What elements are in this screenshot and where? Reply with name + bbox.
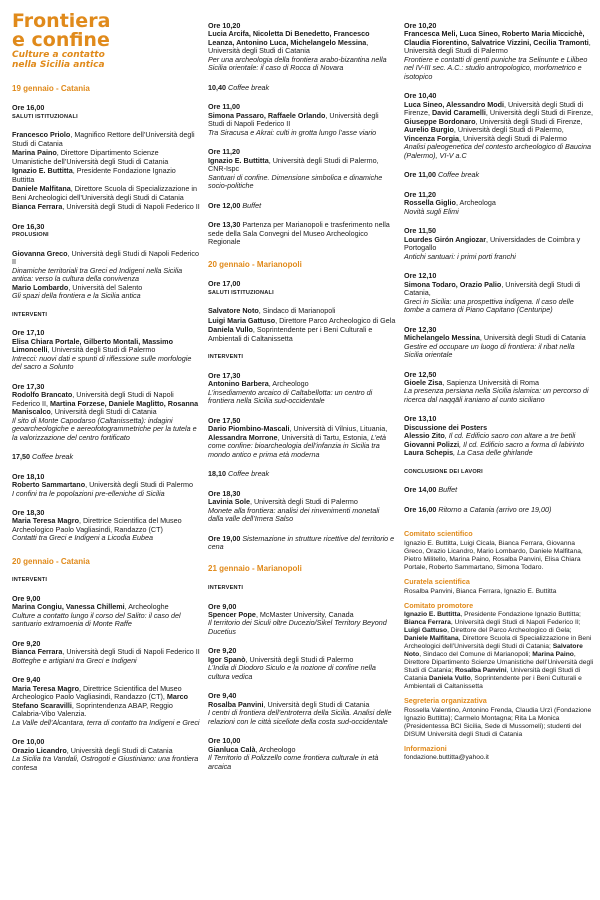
speaker-entry: Giovanna Greco, Università degli Studi di Napoli Federico II xyxy=(12,248,199,267)
block-heading: Segreteria organizzativa xyxy=(404,696,487,706)
speaker-entry: Maria Teresa Magro, Direttrice Scientifica del Museo Archeologico Paolo Vagliasindi, Randazzo (CT), Marco Stefano Scaravilli, Soprintendenza ABAP, Reggio Calabria-Vibo Valenzia. xyxy=(12,683,189,719)
speaker-entry: Luca Sineo, Alessandro Modi, Università degli Studi di Firenze, David Caramelli, Università degli Studi di Firenze, Giuseppe Bordonaro, Università degli Studi di Firenze, Aurelio Burgio, Università degli Studi di Palermo, Vincenza Forgia, Università degli Studi di Palermo xyxy=(404,99,593,143)
slot-time: Ore 12,10 xyxy=(404,271,437,281)
slot-time: Ore 12,50 xyxy=(404,369,437,379)
slot-time: Ore 18,30 xyxy=(208,488,241,498)
program-slot xyxy=(208,372,396,406)
day-heading: 20 gennaio - Marianopoli xyxy=(208,259,302,269)
slot-time: Ore 16,00 xyxy=(12,103,45,113)
program-slot xyxy=(404,191,594,216)
talk-title: I confini tra le popolazioni pre-elleniche di Sicilia xyxy=(12,488,165,498)
event-subtitle: Culture a contatto nella Sicilia antica xyxy=(12,50,105,70)
slot-time: Ore 9,40 xyxy=(208,691,237,701)
program-slot xyxy=(404,92,594,160)
speaker-entry: Gianluca Calà, Archeologo xyxy=(208,744,296,754)
talk-title: Frontiere e contatti di genti puniche tra Selinunte e Lilibeo nel IV-III sec. A.C.: studio antropologico, morfometrico e isotopico xyxy=(404,54,588,81)
speaker-entry: Spencer Pope, McMaster University, Canada xyxy=(208,610,354,619)
slot-description: Sistemazione in strutture ricettive del territorio e cena xyxy=(208,533,395,551)
program-slot xyxy=(208,490,396,524)
section-label: INTERVENTI xyxy=(208,584,244,591)
program-slot xyxy=(208,603,396,637)
day-heading: 19 gennaio - Catania xyxy=(12,83,90,93)
slot-description: Buffet xyxy=(438,485,458,495)
slot-time: Ore 11,00 xyxy=(208,102,240,112)
speaker-entry: Lavinia Sole, Università degli Studi di Palermo xyxy=(208,497,358,507)
talk-title: Gestire ed occupare un luogo di frontiera: il ribat nella Sicilia orientale xyxy=(404,341,575,360)
section-label: INTERVENTI xyxy=(12,577,48,584)
talk-title: La Sicilia tra Vandali, Ostrogoti e Giustiniano: una frontiera contesa xyxy=(12,754,199,772)
speaker-entry: Daniela Vullo, Soprintendente per i Beni Culturali e Ambientali di Caltanissetta xyxy=(208,325,373,343)
slot-time: Ore 16,30 xyxy=(12,221,45,231)
program-slot xyxy=(12,509,200,543)
program-slot xyxy=(208,470,396,478)
slot-time: Ore 10,20 xyxy=(404,21,437,30)
slot-time: Ore 9,00 xyxy=(12,593,41,603)
day-19-catania xyxy=(12,84,200,543)
promoting-committee xyxy=(404,602,594,692)
speaker-entry: Francesco Priolo, Magnifico Rettore dell’Università degli Studi di Catania xyxy=(12,130,195,148)
slot-time: Ore 17,30 xyxy=(12,381,45,391)
talk-title: Novità sugli Elimi xyxy=(404,206,459,216)
speaker-entry: Lucia Arcifa, Nicoletta Di Benedetto, Francesco Leanza, Antonino Luca, Michelangelo Messina, Università degli Studi di Catania xyxy=(208,29,370,56)
talk-title: I centri di frontiera dell’entroterra della Sicilia. Analisi delle relazioni con le città siceliote della costa sud-occidentale xyxy=(208,708,392,726)
slot-description: Ritorno a Catania (arrivo ore 19,00) xyxy=(438,504,552,514)
slot-time: Ore 12,00 xyxy=(208,200,241,210)
slot-description: Coffee break xyxy=(228,469,270,479)
slot-time: Ore 17,00 xyxy=(208,279,241,289)
program-slot xyxy=(12,473,200,498)
speaker-entry: Ignazio E. Buttitta, Presidente Fondazione Ignazio Buttitta xyxy=(12,166,176,184)
program-slot xyxy=(208,221,396,246)
day-heading: 21 gennaio - Marianopoli xyxy=(208,564,302,574)
talk-title: Dinamiche territoriali tra Greci ed Indigeni nella Sicilia antica: verso la cultura della convivenza xyxy=(12,265,183,284)
section-label: INTERVENTI xyxy=(12,311,48,318)
program-slot xyxy=(12,738,200,772)
talk-title: Il sito di Monte Capodarso (Caltanissetta): indagini geoarcheologiche e aereofotogrammetriche per la tutela e la valorizzazione del centro fortificato xyxy=(12,415,197,442)
speaker-entry: Gioele Zisa, Sapienza Università di Roma xyxy=(404,377,540,387)
section-label: SALUTI ISTITUZIONALI xyxy=(12,113,78,120)
slot-time: Ore 10,20 xyxy=(208,21,241,30)
speaker-entry: Dario Piombino-Mascali, Università di Vilnius, Lituania, Alessandra Morrone, Università di Tartu, Estonia, L’età come confine: bioarcheologia dell’infanzia in Sicilia tra mondo antico e prima età moderna xyxy=(208,424,388,459)
slot-time: Ore 10,40 xyxy=(404,91,437,101)
slot-time: Ore 13,30 xyxy=(208,220,241,230)
slot-time: Ore 18,30 xyxy=(12,507,45,517)
program-slot xyxy=(404,371,594,405)
poster-session-heading: Discussione dei Posters xyxy=(404,422,488,432)
slot-time: Ore 11,50 xyxy=(404,226,436,236)
slot-time: 10,40 xyxy=(208,82,226,92)
talk-title: Gli spazi della frontiera e la Sicilia antica xyxy=(12,291,141,301)
day-20-marianopoli xyxy=(208,260,396,552)
slot-time: Ore 10,00 xyxy=(208,736,241,746)
block-text: Ignazio E. Buttitta, Luigi Cicala, Bianca Ferrara, Giovanna Greco, Orazio Licandro, Mario Lombardo, Daniele Malfitana, Pietro Militello, Marina Paino, Rosalba Panvini, Elisa Chiara Portale, Roberto Sammartano, Simona Todaro. xyxy=(404,539,583,571)
program-column-2 xyxy=(208,0,396,782)
program-slot xyxy=(404,506,594,514)
speaker-entry: Bianca Ferrara, Università degli Studi di Napoli Federico II xyxy=(12,202,200,212)
program-slot xyxy=(208,535,396,552)
slot-description: Coffee break xyxy=(437,170,480,180)
slot-time: Ore 17,30 xyxy=(208,370,241,380)
talk-title: L’età come confine: bioarcheologia dell’infanzia in Sicilia tra mondo antico e prima età moderna xyxy=(208,432,387,459)
talk-title: Greci in Sicilia: una prospettiva indigena. Il caso delle tombe a camera di Piano Capitano (Centuripe) xyxy=(404,296,574,315)
speaker-entry: Rossella Giglio, Archeologa xyxy=(404,198,496,208)
slot-time: Ore 9,00 xyxy=(208,601,237,611)
speaker-entry: Salvatore Noto, Sindaco di Marianopoli xyxy=(208,306,336,316)
program-slot xyxy=(404,415,594,457)
section-label: PROLUSIONI xyxy=(12,232,49,239)
information xyxy=(404,745,594,763)
program-slot xyxy=(208,103,396,137)
talk-title: Il Territorio di Polizzello come frontiera culturale in età arcaica xyxy=(208,753,379,771)
program-slot xyxy=(12,223,200,301)
speaker-entry: Ignazio E. Buttitta, Università degli Studi di Palermo, CNR-Ispc xyxy=(208,155,379,174)
program-slot xyxy=(208,692,396,726)
speaker-entry: Rodolfo Brancato, Università degli Studi di Napoli Federico II, Martina Forzese, Daniele Maglitto, Rosanna Maniscalco, Università degli Studi di Catania xyxy=(12,390,199,417)
program-slot xyxy=(208,280,396,343)
section-label: CONCLUSIONE DEI LAVORI xyxy=(404,468,483,475)
credits xyxy=(404,530,594,762)
slot-description: Partenza per Marianopoli e trasferimento nella sede della Sala Convegni del Museo Archeologico Regionale xyxy=(208,220,390,247)
scientific-curators xyxy=(404,578,594,596)
slot-time: Ore 9,40 xyxy=(12,675,41,685)
block-heading: Curatela scientifica xyxy=(404,577,470,587)
program-slot xyxy=(12,595,200,629)
block-heading: Comitato promotore xyxy=(404,600,474,610)
talk-title: Botteghe e artigiani tra Greci e Indigeni xyxy=(12,655,137,665)
speaker-entry: Lourdes Girón Angiozar, Universidades de Coimbra y Portogallo xyxy=(404,234,581,253)
program-slot xyxy=(404,22,594,81)
speaker-entry: Roberto Sammartano, Università degli Studi di Palermo xyxy=(12,480,193,490)
block-text: Rossella Valentino, Antonino Frenda, Claudia Urzì (Fondazione Ignazio Buttitta); Carmelo Montagna; Rita La Monica (Presidentessa BCI Sicilia, Sede di Mussomeli); studenti del DISUM Università degli Studi di Catania xyxy=(404,706,592,738)
program-slot xyxy=(12,104,200,211)
talk-title: L’India di Diodoro Siculo e la nozione di confine nella cultura vedica xyxy=(208,663,376,681)
program-slot xyxy=(404,272,594,314)
scientific-committee xyxy=(404,530,594,572)
slot-description: Buffet xyxy=(242,200,262,210)
program-slot xyxy=(208,647,396,681)
block-heading: Informazioni xyxy=(404,743,447,753)
event-title: Frontiera e confine xyxy=(12,10,111,51)
day-21-marianopoli xyxy=(208,564,396,771)
talk-title: Analisi paleogenetica del contesto archeologico di Baucina (Palermo), VI-V a.C xyxy=(404,142,592,160)
program-slot xyxy=(404,171,594,179)
slot-description: Coffee break xyxy=(228,82,270,92)
talk-title: La presenza persiana nella Sicilia islamica: un percorso di ricerca dal naqqāli iraniano al cunto siciliano xyxy=(404,386,589,404)
contact-email[interactable]: fondazione.buttitta@yahoo.it xyxy=(404,754,489,762)
slot-time: Ore 9,20 xyxy=(208,646,237,656)
slot-time: Ore 18,10 xyxy=(12,471,45,481)
speaker-entry: Francesca Meli, Luca Sineo, Roberto Maria Miccichè, Claudia Fiorentino, Salvatrice Vizzini, Cecilia Tramonti, Università degli Studi di Palermo xyxy=(404,29,591,56)
talk-title: Per una archeologia della frontiera arabo-bizantina nella Sicilia orientale: il caso di Rocca di Novara xyxy=(208,54,387,73)
slot-time: Ore 19,00 xyxy=(208,533,241,543)
slot-time: Ore 14,00 xyxy=(404,485,437,495)
speaker-entry: Bianca Ferrara, Università degli Studi di Napoli Federico II xyxy=(12,647,200,657)
talk-title: Antichi santuari: i primi porti franchi xyxy=(404,251,516,261)
talk-title: Intrecci: nuovi dati e spunti di riflessione sulle morfologie del sacro a Solunto xyxy=(12,353,192,372)
section-label: SALUTI ISTITUZIONALI xyxy=(208,289,274,296)
program-column-1 xyxy=(12,0,200,783)
slot-time: Ore 17,10 xyxy=(12,328,45,338)
speaker-entry: Mario Lombardo, Università del Salento xyxy=(12,282,143,292)
day-heading: 20 gennaio - Catania xyxy=(12,556,90,566)
speaker-entry: Elisa Chiara Portale, Gilberto Montali, Massimo Limoncelli, Università degli Studi di Palermo xyxy=(12,336,173,355)
poster-entry: Alessio Zito, Il cd. Edificio sacro con altare a tre betili xyxy=(404,431,576,441)
slot-time: Ore 11,00 xyxy=(404,170,436,180)
program-slot xyxy=(12,676,200,727)
speaker-entry: Simona Passaro, Raffaele Orlando, Università degli Studi di Napoli Federico II xyxy=(208,110,379,129)
program-slot xyxy=(208,84,396,92)
talk-title: Il territorio dei Siculi oltre Ducezio/Sikel Territory Beyond Ducetius xyxy=(208,618,387,636)
slot-time: Ore 12,30 xyxy=(404,324,437,334)
program-column-3 xyxy=(404,0,594,762)
talk-title: Monete alla frontiera: analisi dei rinvenimenti monetali dalla valle dell’Imera Salso xyxy=(208,505,380,524)
speaker-entry: Daniele Malfitana, Direttore Scuola di Specializzazione in Beni Archeologici dell’Università degli Studi di Catania xyxy=(12,184,197,202)
talk-title: Santuari di confine. Dimensione simbolica e dinamiche socio-politiche xyxy=(208,172,383,191)
speaker-entry: Antonino Barbera, Archeologo xyxy=(208,379,309,389)
poster-entry: Laura Schepis, La Casa delle ghirlande xyxy=(404,448,533,458)
slot-time: Ore 9,20 xyxy=(12,638,41,648)
slot-description: Coffee break xyxy=(32,452,74,462)
talk-title: Contatti tra Greci e Indigeni a Licodia Eubea xyxy=(12,533,154,543)
slot-time: Ore 11,20 xyxy=(208,147,240,157)
organizing-secretariat xyxy=(404,697,594,739)
speaker-entry: Orazio Licandro, Università degli Studi di Catania xyxy=(12,745,173,755)
block-text: Rosalba Panvini, Bianca Ferrara, Ignazio E. Buttitta xyxy=(404,587,557,595)
slot-time: Ore 10,00 xyxy=(12,737,45,747)
block-text: Ignazio E. Buttitta, Presidente Fondazione Ignazio Buttitta; Bianca Ferrara, Università degli Studi di Napoli Federico II; Luigi Gattuso, Direttore del Parco Archeologico di Gela; Daniele Malfitana, Direttore Scuola di Specializzazione in Beni Archeologici dell’Università degli Studi di Catania; Salvatore Noto, Sindaco del Comune di Marianopoli; Marina Paino, Direttore Dipartimento Scienze Umanistiche dell’Università degli Studi di Catania; Rosalba Panvini, Università degli Studi di Catania Daniela Vullo, Soprintendente per i Beni Culturali e Ambientali di Caltanissetta xyxy=(404,611,594,691)
speaker-entry: Michelangelo Messina, Università degli Studi di Catania xyxy=(404,333,586,343)
slot-time: Ore 11,20 xyxy=(404,189,436,199)
program-slot xyxy=(404,326,594,360)
speaker-entry: Maria Teresa Magro, Direttrice Scientifica del Museo Archeologico Paolo Vagliasindi, Randazzo (CT) xyxy=(12,516,182,534)
slot-time: 17,50 xyxy=(12,452,30,462)
program-slot xyxy=(404,486,594,494)
speaker-entry: Luigi Maria Gattuso, Direttore Parco Archeologico di Gela xyxy=(208,315,396,325)
block-heading: Comitato scientifico xyxy=(404,529,473,539)
speaker-entry: Marina Paino, Direttore Dipartimento Scienze Umanistiche dell’Università degli Studi di Catania xyxy=(12,148,169,166)
slot-time: Ore 17,50 xyxy=(208,415,241,425)
program-slot xyxy=(208,22,396,73)
slot-time: Ore 13,10 xyxy=(404,414,437,424)
program-slot xyxy=(208,417,396,459)
event-brand xyxy=(12,0,200,71)
poster-entry: Giovanni Polizzi, Il cd. Edificio sacro a forma di labirinto xyxy=(404,439,585,449)
program-slot xyxy=(208,202,396,210)
program-slot xyxy=(12,453,200,461)
talk-title: Culture a contatto lungo il corso del Salito: il caso del santuario extramoenia di Monte Raffe xyxy=(12,610,181,629)
talk-title: Tra Siracusa e Akrai: culti in grotta lungo l’asse viario xyxy=(208,127,377,137)
program-slot xyxy=(404,227,594,261)
program-slot xyxy=(12,640,200,665)
program-slot xyxy=(12,383,200,442)
speaker-entry: Simona Todaro, Orazio Palio, Università degli Studi di Catania, xyxy=(404,279,581,298)
slot-time: Ore 16,00 xyxy=(404,504,437,514)
slot-time: 18,10 xyxy=(208,469,226,479)
program-slot xyxy=(208,737,396,771)
speaker-entry: Marina Congiu, Vanessa Chillemi, Archeologhe xyxy=(12,602,169,612)
section-label: INTERVENTI xyxy=(208,354,244,361)
program-slot xyxy=(208,148,396,190)
speaker-entry: Rosalba Panvini, Università degli Studi di Catania xyxy=(208,699,370,709)
speaker-entry: Igor Spanò, Università degli Studi di Palermo xyxy=(208,654,354,664)
talk-title: La Valle dell’Alcantara, terra di contatto tra Indigeni e Greci xyxy=(12,717,200,727)
program-slot xyxy=(12,329,200,371)
day-20-catania xyxy=(12,557,200,772)
talk-title: L’insediamento arcaico di Caltabellotta: un centro di frontiera nella Sicilia sud-occidentale xyxy=(208,387,373,406)
